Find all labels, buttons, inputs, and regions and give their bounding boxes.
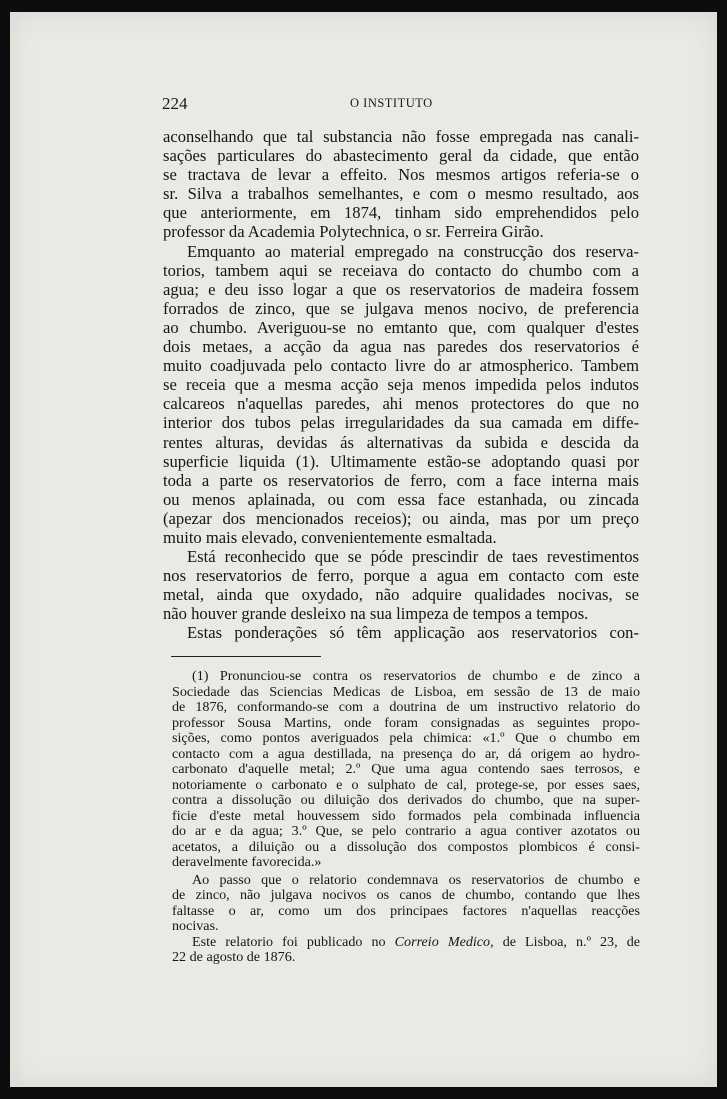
text-line: toda a parte os reservatorios de ferro, com a face interna mais <box>163 470 639 490</box>
text-line: muito coadjuvada pelo contacto livre do ar atmospherico. Tambem <box>163 356 639 376</box>
text-line: metal, ainda que oxydado, não adquire qualidades nocivas, se <box>163 585 639 605</box>
journal-title: Correio Medico, <box>394 933 494 950</box>
text-line: agua; e deu isso logar a que os reservatorios de madeira fossem <box>163 279 639 299</box>
footnote-line: Ao passo que o relatorio condemnava os reservatorios de chumbo e <box>192 871 640 888</box>
footnote-line: contacto com a agua destillada, na presença do ar, dá origem ao hydro- <box>172 745 640 762</box>
footnote-line <box>172 935 640 951</box>
footnote-line: nocivas. <box>172 918 219 934</box>
footnote-line: contra a dissolução ou diluição dos derivados do chumbo, que na super- <box>172 792 640 808</box>
footnote-line: (1) Pronunciou-se contra os reservatorios de chumbo e de zinco a <box>192 668 640 684</box>
text-line: que anteriormente, em 1874, tinham sido emprehendidos pelo <box>163 203 639 223</box>
text-line: superficie liquida (1). Ultimamente estão-se adoptando quasi por <box>163 451 639 471</box>
footnote-line: 22 de agosto de 1876. <box>172 949 296 965</box>
footnote-line: deravelmente favorecida.» <box>172 854 322 870</box>
footnote-divider <box>171 656 321 657</box>
text-line: se receia que a mesma acção seja menos impedida pelos indutos <box>163 375 639 395</box>
text-line: sações particulares do abastecimento geral da cidade, que então <box>163 146 639 166</box>
footnote-line: faltasse o ar, como um dos principaes factores n'aquellas reacções <box>172 902 640 919</box>
text-line: ou menos aplainada, ou com essa face estanhada, ou zincada <box>163 489 639 509</box>
footnote-line: sições, como pontos averiguados pela chimica: «1.º Que o chumbo em <box>172 730 640 746</box>
text-line: sr. Silva a trabalhos semelhantes, e com o mesmo resultado, aos <box>163 184 639 204</box>
text-line: interior dos tubos pelas irregularidades da sua camada em diffe- <box>163 413 639 433</box>
footnote-line: professor Sousa Martins, onde foram consignadas as seguintes propo- <box>172 714 640 731</box>
text-line: professor da Academia Polytechnica, o sr. Ferreira Girão. <box>163 222 544 242</box>
footnote-line: carbonato d'aquelle metal; 2.º Que uma agua contendo saes terrosos, e <box>172 761 640 777</box>
text-line: torios, tambem aqui se receiava do contacto do chumbo com a <box>163 260 639 280</box>
footnote-text: de Lisboa, n.º 23, de <box>493 933 640 950</box>
footnote-line: acetatos, a diluição ou a dissolução dos compostos plombicos é consi- <box>172 838 640 855</box>
text-line: Emquanto ao material empregado na construcção dos reserva- <box>187 241 639 261</box>
text-line: não houver grande desleixo na sua limpeza de tempos a tempos. <box>163 604 589 624</box>
text-line: aconselhando que tal substancia não fosse empregada nas canali- <box>163 127 639 146</box>
footnote-line: Sociedade das Sciencias Medicas de Lisboa, em sessão de 13 de maio <box>172 683 640 700</box>
text-line: muito mais elevado, convenientemente esmaltada. <box>163 527 497 547</box>
footnote-line: ficie d'este metal houvessem sido formados pela combinada influencia <box>172 807 640 824</box>
main-text <box>163 127 639 643</box>
text-line: Estas ponderações só têm applicação aos reservatorios con- <box>187 623 639 643</box>
text-line: forrados de zinco, que se julgava menos nocivo, de preferencia <box>163 298 639 318</box>
text-line: nos reservatorios de ferro, porque a agua em contacto com este <box>163 566 639 586</box>
text-line: Está reconhecido que se póde prescindir de taes revestimentos <box>187 547 639 567</box>
running-title: O INSTITUTO <box>350 96 433 110</box>
text-line: dois metaes, a acção da agua nas paredes dos reservatorios é <box>163 337 639 357</box>
page-header <box>150 94 647 118</box>
text-line: (apezar dos mencionados receios); ou ainda, mas por um preço <box>163 508 639 528</box>
footnote-line: de zinco, não julgava nocivos os canos de chumbo, contando que lhes <box>172 887 640 903</box>
page-number: 224 <box>162 94 188 113</box>
footnote <box>172 669 640 966</box>
footnote-text: Este relatorio foi publicado no <box>192 933 395 950</box>
footnote-line: notoriamente o carbonato e o sulphato de cal, protege-se, por esses saes, <box>172 776 640 793</box>
footnote-line: de 1876, conformando-se com a doutrina de um instructivo relatorio do <box>172 699 640 715</box>
text-line: rentes alturas, devidas ás alternativas da subida e descida da <box>163 432 639 452</box>
text-line: calcareos n'aquellas paredes, ahi menos protectores do que no <box>163 394 639 414</box>
footnote-line: do ar e da agua; 3.º Que, se pelo contrario a agua contiver azotatos ou <box>172 823 640 839</box>
text-line: ao chumbo. Averiguou-se no emtanto que, com qualquer d'estes <box>163 317 639 337</box>
text-line: se tractava de levar a effeito. Nos mesmos artigos referia-se o <box>163 165 639 185</box>
